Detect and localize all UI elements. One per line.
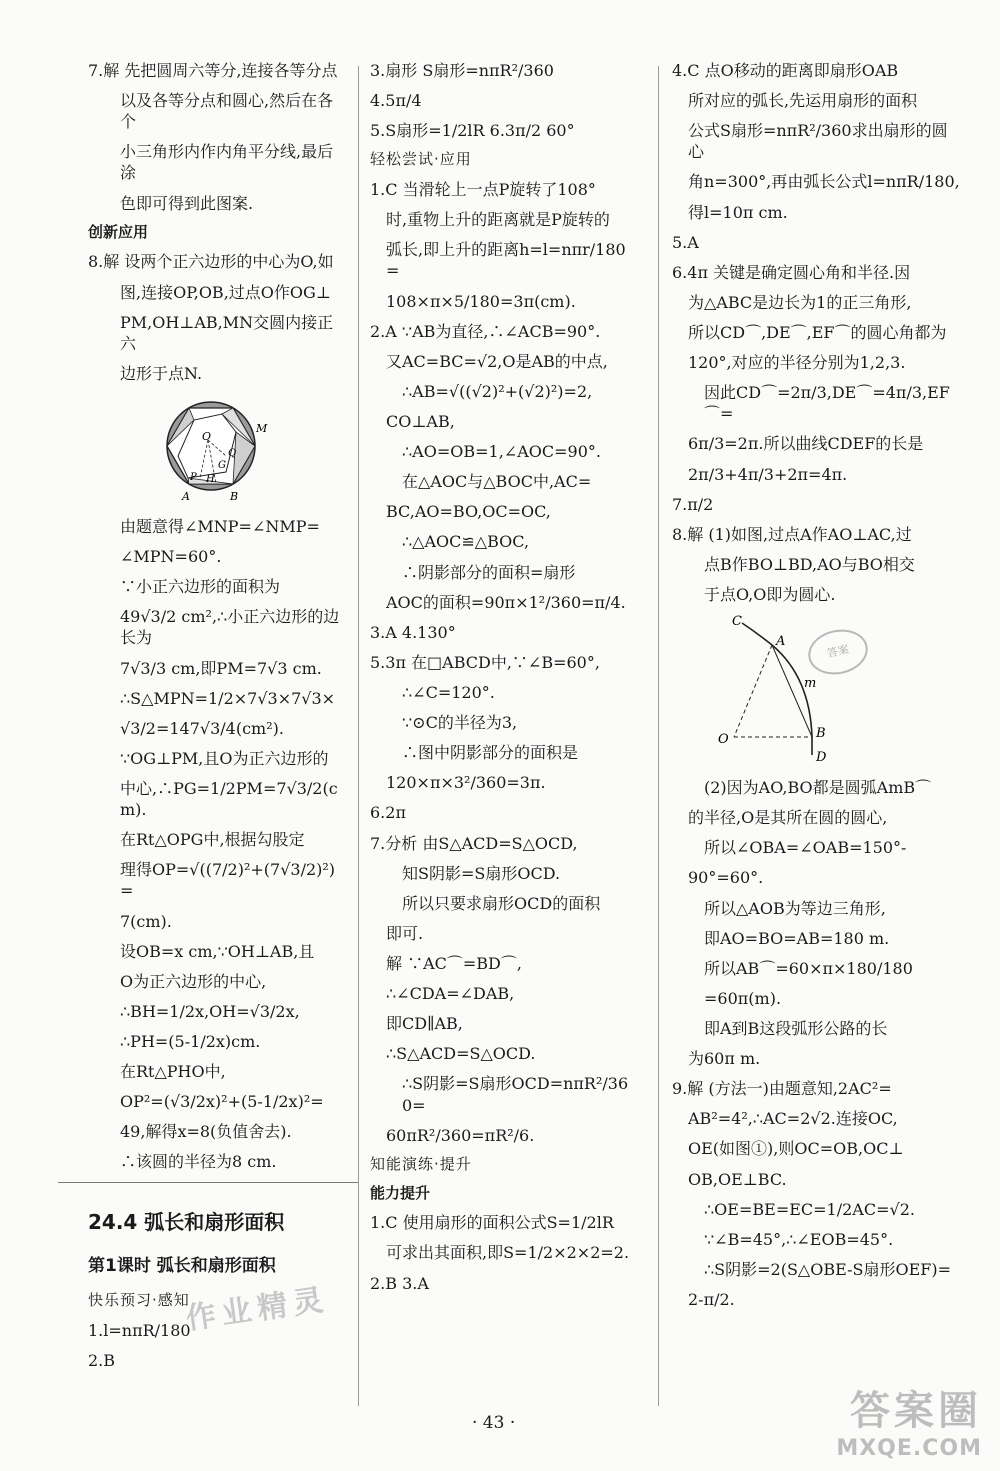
col2-line: 3.A 4.130°: [370, 622, 456, 642]
col3-line: 为△ABC是边长为1的正三角形,: [688, 292, 912, 312]
col1-line: 小三角形内作内角平分线,最后涂: [120, 142, 334, 183]
col1-line: 快乐预习·感知: [88, 1291, 190, 1310]
col1-line: ∵OG⊥PM,且O为正六边形的: [120, 748, 329, 768]
col2-line: BC,AO=BO,OC=OC,: [386, 502, 551, 522]
col3-line: 角n=300°,再由弧长公式l=nπR/180,: [688, 172, 960, 192]
col2-line: 轻松尝试·应用: [370, 150, 472, 169]
column-divider-right: [658, 66, 659, 1406]
col1-line: 由题意得∠MNP=∠NMP=: [120, 517, 320, 536]
col2-line: 即可.: [386, 923, 424, 943]
fig1-label-P: P: [190, 472, 197, 483]
col3-line: 所以AB⌒=60×π×180/180: [704, 958, 913, 978]
fig2-label-O: O: [718, 732, 729, 748]
col1-line: 2.B: [88, 1351, 116, 1371]
page-number: · 43 ·: [472, 1413, 516, 1433]
col1-line: 49,解得x=8(负值舍去).: [120, 1122, 292, 1142]
figure-hexagons: [88, 394, 346, 504]
fig2-label-m: m: [804, 676, 817, 692]
col3-line: AB²=4²,∴AC=2√2.连接OC,: [688, 1109, 898, 1129]
col3-line: ∵∠B=45°,∴∠EOB=45°.: [704, 1229, 894, 1249]
col2-line: 120×π×3²/360=3π.: [386, 773, 546, 793]
col3-line: 于点O,O即为圆心.: [704, 584, 836, 604]
col3-line: 7.π/2: [672, 494, 714, 514]
col3-line: 2π/3+4π/3+2π=4π.: [688, 464, 848, 484]
col2-line: 1.C 使用扇形的面积公式S=1/2lR: [370, 1213, 614, 1233]
col1-line: 7.解 先把圆周六等分,连接各等分点: [88, 61, 338, 80]
col1-line: 中心,∴PG=1/2PM=7√3/2(cm).: [120, 778, 338, 820]
col1-line: 在Rt△PHO中,: [120, 1062, 226, 1082]
col2-line: 在△AOC与△BOC中,AC=: [402, 472, 592, 492]
col1-line: 1.l=nπR/180: [88, 1321, 191, 1341]
col3-line: 所以△AOB为等边三角形,: [704, 898, 886, 918]
col3-line: ∴S阴影=2(S△OBE-S扇形OEF)=: [704, 1259, 952, 1279]
col1-line: ∴PH=(5-1/2x)cm.: [120, 1031, 261, 1051]
col2-line: 知能演练·提升: [370, 1154, 472, 1173]
col2-line: 108×π×5/180=3π(cm).: [386, 291, 576, 311]
col3-line: ∴OE=BE=EC=1/2AC=√2.: [704, 1199, 915, 1219]
col2-line: AOC的面积=90π×1²/360=π/4.: [386, 592, 626, 612]
col1-line: ∵小正六边形的面积为: [120, 577, 281, 597]
col2-line: 1.C 当滑轮上一点P旋转了108°: [370, 180, 596, 200]
col2-line: 4.5π/4: [370, 91, 422, 111]
col1-line: 第1课时 弧长和扇形面积: [88, 1255, 276, 1276]
site-watermark: [836, 1379, 982, 1461]
col3-line: 因此CD⌒=2π/3,DE⌒=4π/3,EF⌒=: [704, 383, 950, 424]
col3-line: 8.解 (1)如图,过点A作AO⊥AC,过: [672, 524, 912, 544]
col2-line: 5.3π 在□ABCD中,∵∠B=60°,: [370, 652, 600, 672]
col2-line: ∴阴影部分的面积=扇形: [402, 562, 576, 582]
answer-seal: 答案: [804, 624, 872, 680]
col3-line: 90°=60°.: [688, 868, 764, 888]
col2-line: 6.2π: [370, 803, 406, 823]
col2-line: ∴△AOC≌△BOC,: [402, 532, 530, 552]
col2-line: ∴∠C=120°.: [402, 682, 495, 702]
col3-line: 公式S扇形=nπR²/360求出扇形的圆心: [688, 121, 948, 162]
fig1-label-H: H: [206, 474, 215, 485]
fig1-label-G: G: [218, 460, 226, 471]
col1-line: 7√3/3 cm,即PM=7√3 cm.: [120, 658, 322, 678]
watermark-bottom: MXQE.COM: [836, 1436, 982, 1461]
col2-line: 7.分析 由S△ACD=S△OCD,: [370, 833, 578, 853]
col2-line: 所以只要求扇形OCD的面积: [402, 893, 601, 913]
col1-line: 在Rt△OPG中,根据勾股定: [120, 830, 305, 850]
fig1-label-O: O: [202, 430, 212, 443]
col3-line: 所对应的弧长,先运用扇形的面积: [688, 91, 918, 111]
col3-line: 120°,对应的半径分别为1,2,3.: [688, 353, 906, 373]
col2-line: 弧长,即上升的距离h=l=nπr/180=: [386, 240, 626, 281]
col2-line: ∴AO=OB=1,∠AOC=90°.: [402, 442, 601, 462]
col3-line: 所以∠OBA=∠OAB=150°-: [704, 838, 907, 858]
col1-line: √3/2=147√3/4(cm²).: [120, 718, 284, 738]
col1-line: 24.4 弧长和扇形面积: [88, 1209, 285, 1234]
col3-line: 2-π/2.: [688, 1289, 735, 1309]
col3-line: 的半径,O是其所在圆的圆心,: [688, 808, 888, 828]
col1-line: ∴该圆的半径为8 cm.: [120, 1152, 277, 1172]
col1-line: 以及各等分点和圆心,然后在各个: [120, 91, 334, 132]
col2-line: 知S阴影=S扇形OCD.: [402, 863, 561, 883]
col1-line: 设OB=x cm,∵OH⊥AB,且: [120, 941, 315, 961]
watermark-top: 答案圈: [850, 1388, 982, 1434]
col2-line: 解 ∵AC⌒=BD⌒,: [386, 953, 522, 973]
col2-line: 5.S扇形=1/2lR 6.3π/2 60°: [370, 121, 575, 141]
col1-line: 创新应用: [88, 222, 149, 241]
col2-line: ∴S△ACD=S△OCD.: [386, 1044, 536, 1064]
col2-line: 2.B 3.A: [370, 1273, 429, 1293]
col1-line: ∴S△MPN=1/2×7√3×7√3×: [120, 688, 336, 708]
section-rule: [58, 1182, 358, 1183]
col1-line: 8.解 设两个正六边形的中心为O,如: [88, 252, 334, 272]
fig2-label-D: D: [816, 750, 827, 766]
fig1-label-M: M: [256, 422, 268, 435]
col3-line: 即A到B这段弧形公路的长: [704, 1018, 888, 1038]
column-3: [672, 60, 962, 1319]
col3-line: =60π(m).: [704, 988, 782, 1008]
col1-line: 图,连接OP,OB,过点O作OG⊥: [120, 282, 331, 302]
col2-line: ∴图中阴影部分的面积是: [402, 743, 579, 763]
col1-line: 7(cm).: [120, 911, 172, 931]
col2-line: ∴∠CDA=∠DAB,: [386, 984, 515, 1004]
col2-line: ∴S阴影=S扇形OCD=nπR²/360=: [402, 1074, 629, 1115]
col1-line: OP²=(√3/2x)²+(5-1/2x)²=: [120, 1092, 324, 1112]
col3-line: 所以CD⌒,DE⌒,EF⌒的圆心角都为: [688, 322, 947, 342]
fig2-label-A: A: [776, 634, 786, 650]
col1-line: PM,OH⊥AB,MN交圆内接正六: [120, 312, 334, 353]
fig2-label-C: C: [732, 614, 742, 630]
col2-line: 即CD∥AB,: [386, 1014, 463, 1034]
col2-line: 2.A ∵AB为直径,∴∠ACB=90°.: [370, 321, 601, 341]
col3-line: 5.A: [672, 232, 699, 252]
col2-line: CO⊥AB,: [386, 412, 455, 431]
fig1-label-A: A: [182, 490, 190, 503]
col2-line: ∴AB=√((√2)²+(√2)²)=2,: [402, 381, 593, 401]
col2-line: 能力提升: [370, 1183, 431, 1202]
column-1: [88, 60, 346, 1380]
col3-line: 得l=10π cm.: [688, 202, 788, 222]
col3-line: 点B作BO⊥BD,AO与BO相交: [704, 554, 915, 574]
col1-line: ∴BH=1/2x,OH=√3/2x,: [120, 1001, 300, 1021]
col3-line: 即AO=BO=AB=180 m.: [704, 928, 890, 948]
col1-line: ∠MPN=60°.: [120, 547, 222, 567]
fig1-label-B: B: [230, 490, 239, 503]
col3-line: 为60π m.: [688, 1049, 761, 1069]
column-divider-left: [358, 66, 359, 1406]
col3-line: 9.解 (方法一)由题意知,2AC²=: [672, 1079, 892, 1099]
col2-line: 3.扇形 S扇形=nπR²/360: [370, 61, 554, 80]
col3-line: 6.4π 关键是确定圆心角和半径.因: [672, 262, 911, 282]
col2-line: 又AC=BC=√2,O是AB的中点,: [386, 351, 608, 371]
fig2-label-B: B: [816, 726, 826, 742]
hexagon-figure: [156, 394, 266, 504]
col2-line: ∵⊙C的半径为3,: [402, 713, 518, 733]
column-2: [370, 60, 635, 1303]
col3-line: OE(如图①),则OC=OB,OC⊥: [688, 1139, 904, 1159]
stamp-watermark: 作业精灵: [183, 1282, 332, 1337]
col3-line: OB,OE⊥BC.: [688, 1169, 787, 1189]
col3-line: (2)因为AO,BO都是圆弧AmB⌒: [704, 778, 932, 798]
col2-line: 可求出其面积,即S=1/2×2×2=2.: [386, 1243, 630, 1263]
col3-line: 6π/3=2π.所以曲线CDEF的长是: [688, 434, 924, 454]
col2-line: 60πR²/360=πR²/6.: [386, 1125, 535, 1145]
col2-line: 时,重物上升的距离就是P旋转的: [386, 210, 610, 230]
col1-line: O为正六边形的中心,: [120, 971, 267, 991]
col1-line: 边形于点N.: [120, 363, 203, 383]
col1-line: 理得OP=√((7/2)²+(7√3/2)²)=: [120, 860, 336, 901]
col3-line: 4.C 点O移动的距离即扇形OAB: [672, 61, 899, 80]
col1-line: 色即可得到此图案.: [120, 193, 254, 213]
col1-line: 49√3/2 cm²,∴小正六边形的边长为: [120, 607, 340, 648]
fig1-label-Q: Q: [228, 448, 237, 459]
